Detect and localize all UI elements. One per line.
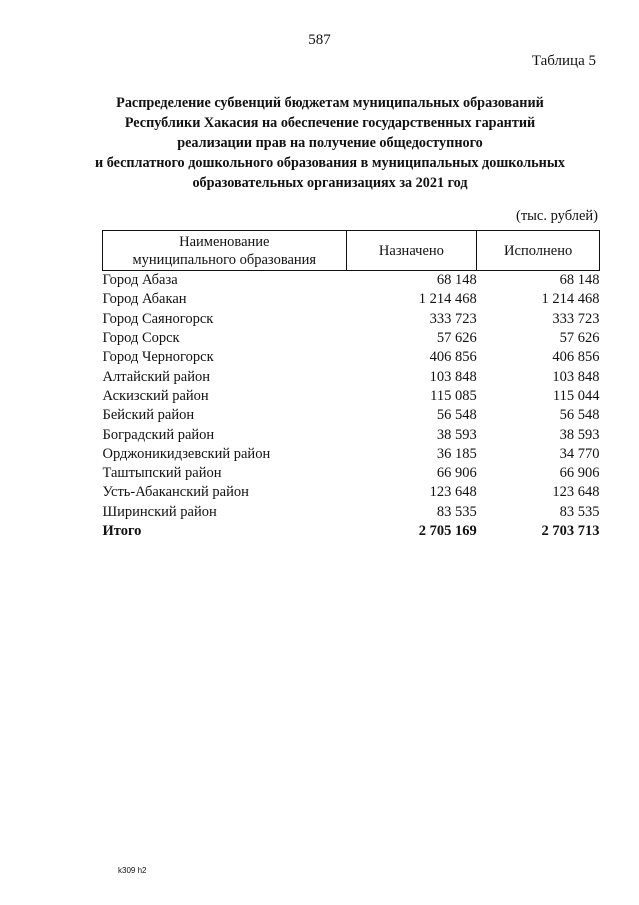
row-assigned: 333 723 [429, 310, 477, 327]
header-name-line2: муниципального образования [132, 251, 317, 268]
table-header-row [103, 231, 600, 271]
row-executed: 83 535 [559, 503, 600, 520]
table-row [103, 425, 600, 444]
header-assigned: Назначено [346, 231, 477, 271]
units-label: (тыс. рублей) [516, 208, 598, 224]
table-total-row [103, 522, 600, 541]
table-row [103, 445, 600, 464]
row-executed: 1 214 468 [541, 291, 600, 308]
row-name: Алтайский район [102, 368, 210, 385]
table-row [103, 310, 600, 329]
header-name-line1: Наименование [179, 233, 270, 250]
table-row [103, 329, 600, 348]
header-executed: Исполнено [477, 231, 600, 271]
table-row [103, 406, 600, 425]
row-name: Город Абакан [102, 291, 187, 308]
row-executed: 115 044 [552, 387, 600, 404]
row-executed: 38 593 [559, 426, 600, 443]
page-number: 587 [308, 32, 331, 48]
footer-code: k309 h2 [118, 866, 147, 875]
row-name: Город Абаза [102, 272, 178, 289]
table-row [103, 290, 600, 309]
row-executed: 57 626 [559, 330, 600, 347]
table-row [103, 271, 600, 291]
title-line: реализации прав на получение общедоступного [177, 135, 483, 151]
row-name: Ширинский район [102, 503, 217, 520]
row-assigned: 115 085 [430, 387, 477, 404]
row-assigned: 83 535 [436, 503, 477, 520]
title-line: образовательных организациях за 2021 год [192, 175, 468, 191]
row-name: Усть-Абаканский район [102, 484, 249, 501]
row-assigned: 406 856 [429, 349, 477, 366]
row-assigned: 1 214 468 [418, 291, 477, 308]
table-row [103, 367, 600, 386]
table-body [103, 271, 600, 542]
row-name: Аскизский район [102, 387, 209, 404]
title-line: и бесплатного дошкольного образования в муниципальных дошкольных [94, 155, 566, 171]
row-executed: 406 856 [552, 349, 600, 366]
row-executed: 333 723 [552, 310, 600, 327]
row-assigned: 103 848 [429, 368, 477, 385]
document-title [60, 93, 600, 193]
table-row [103, 464, 600, 483]
total-name: Итого [102, 523, 142, 539]
row-name: Таштыпский район [102, 465, 222, 482]
title-line: Республики Хакасия на обеспечение государственных гарантий [124, 115, 536, 131]
row-assigned: 66 906 [436, 465, 477, 482]
table-label: Таблица 5 [531, 53, 596, 69]
row-name: Орджоникидзевский район [102, 445, 271, 462]
row-name: Город Саяногорск [102, 310, 214, 327]
row-assigned: 36 185 [436, 445, 477, 462]
row-name: Боградский район [102, 426, 215, 443]
row-assigned: 38 593 [436, 426, 477, 443]
table-row [103, 483, 600, 502]
row-assigned: 68 148 [436, 272, 477, 289]
row-executed: 66 906 [559, 465, 600, 482]
row-assigned: 123 648 [429, 484, 477, 501]
total-assigned: 2 705 169 [418, 523, 477, 539]
total-executed: 2 703 713 [541, 523, 600, 539]
title-line: Распределение субвенций бюджетам муниципальных образований [116, 95, 544, 111]
row-executed: 123 648 [552, 484, 600, 501]
row-assigned: 56 548 [436, 407, 477, 424]
row-name: Город Черногорск [102, 349, 214, 366]
table-row [103, 503, 600, 522]
row-name: Бейский район [102, 407, 195, 424]
row-assigned: 57 626 [436, 330, 477, 347]
table-row [103, 348, 600, 367]
row-name: Город Сорск [102, 330, 180, 347]
table-row [103, 387, 600, 406]
row-executed: 34 770 [559, 445, 600, 462]
row-executed: 68 148 [559, 272, 600, 289]
subvention-table [102, 230, 600, 541]
header-name [103, 231, 347, 271]
row-executed: 56 548 [559, 407, 600, 424]
row-executed: 103 848 [552, 368, 600, 385]
